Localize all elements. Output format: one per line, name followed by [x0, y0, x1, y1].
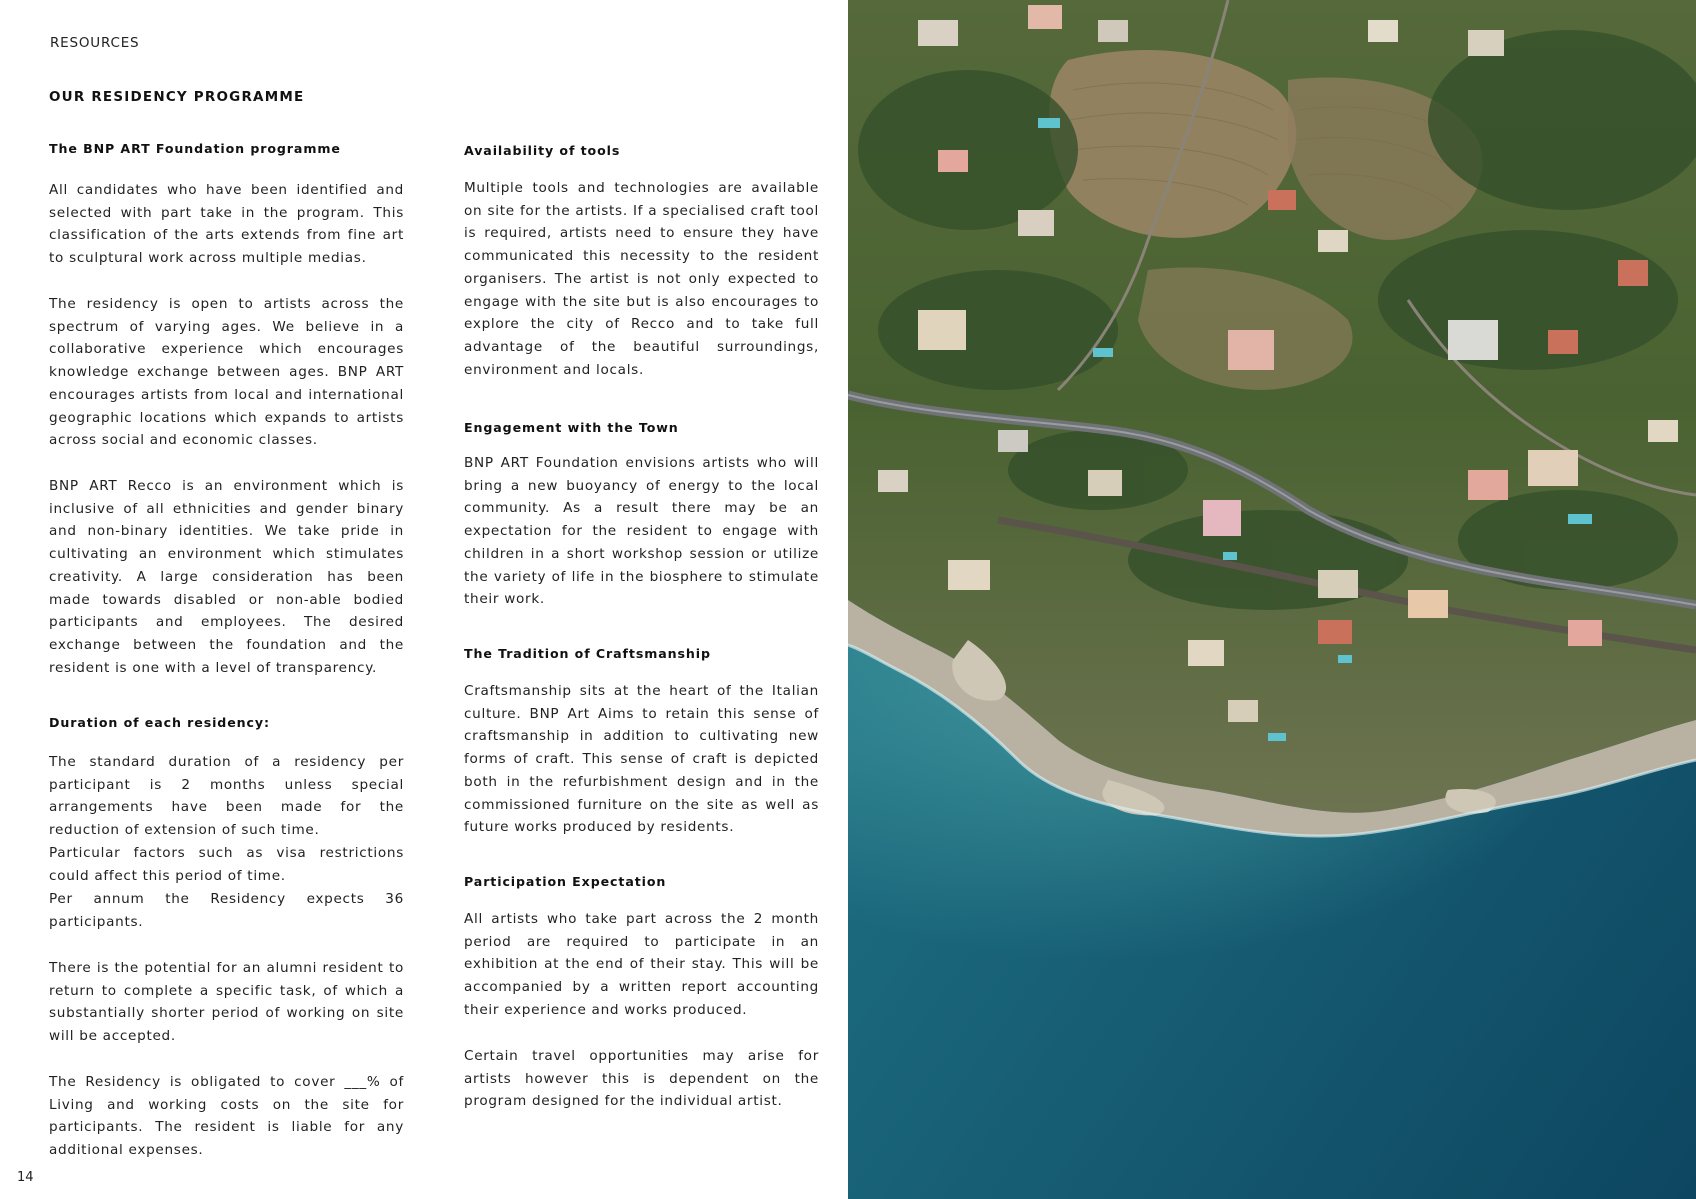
craft-paragraph: Craftsmanship sits at the heart of the Italian culture. BNP Art Aims to retain this sense of craftsmanship in addition to cultivating new forms of craft. This sense of craft is depicted both in the refurbishment design and in the commissioned furniture on the site as well as future works produced by residents. — [464, 683, 819, 836]
town-paragraph: BNP ART Foundation envisions artists who will bring a new buoyancy of energy to the local community. As a result there may be an expectation for the resident to engage with children in a short workshop session or utilize the variety of life in the biosphere to stimulate their work. — [464, 455, 819, 608]
duration-paragraph-3: Per annum the Residency expects 36 participants. — [49, 891, 404, 930]
duration-paragraph-4: There is the potential for an alumni resident to return to complete a specific task, of which a substantially shorter period of working on site will be accepted. — [49, 960, 404, 1045]
town-heading: Engagement with the Town — [464, 420, 679, 435]
duration-paragraph-2: Particular factors such as visa restrictions could affect this period of time. — [49, 845, 404, 884]
duration-heading: Duration of each residency: — [49, 715, 270, 730]
craft-heading: The Tradition of Craftsmanship — [464, 646, 711, 661]
aerial-photo-illustration — [848, 0, 1696, 1199]
participation-paragraph-2: Certain travel opportunities may arise for artists however this is dependent on the program designed for the individual artist. — [464, 1048, 819, 1110]
foundation-paragraph-1: All candidates who have been identified and selected with part take in the program. This classification of the arts extends from fine art to sculptural work across multiple medias. — [49, 182, 404, 267]
section-label: RESOURCES — [50, 35, 140, 51]
tools-heading: Availability of tools — [464, 143, 621, 158]
aerial-coastline-photo — [848, 0, 1696, 1199]
participation-heading: Participation Expectation — [464, 874, 667, 889]
tools-paragraph: Multiple tools and technologies are available on site for the artists. If a specialised craft tool is required, artists need to ensure they have communicated this necessity to the resident organisers. The artist is not only expected to engage with the site but is also encourages to explore the city of Recco and to take full advantage of the beautiful surroundings, environment and locals. — [464, 180, 819, 378]
page-number: 14 — [17, 1170, 34, 1185]
foundation-paragraph-2: The residency is open to artists across the spectrum of varying ages. We believe in a collaborative experience which encourages knowledge exchange between ages. BNP ART encourages artists from local and international geographic locations which expands to artists across social and economic classes. — [49, 296, 404, 449]
duration-paragraph-5: The Residency is obligated to cover ___% of Living and working costs on the site for participants. The resident is liable for any additional expenses. — [49, 1074, 404, 1159]
foundation-heading: The BNP ART Foundation programme — [49, 141, 341, 156]
page-title: OUR RESIDENCY PROGRAMME — [49, 89, 305, 105]
duration-paragraph-1: The standard duration of a residency per participant is 2 months unless special arrangements have been made for the reduction of extension of such time. — [49, 754, 404, 839]
foundation-paragraph-3: BNP ART Recco is an environment which is inclusive of all ethnicities and gender binary and non-binary identities. We take pride in cultivating an environment which stimulates creativity. A large consideration has been made towards disabled or non-able bodied participants and employees. The desired exchange between the foundation and the resident is one with a level of transparency. — [49, 478, 404, 676]
participation-paragraph-1: All artists who take part across the 2 month period are required to participate in an exhibition at the end of their stay. This will be accompanied by a written report accounting their experience and works produced. — [464, 911, 819, 1018]
